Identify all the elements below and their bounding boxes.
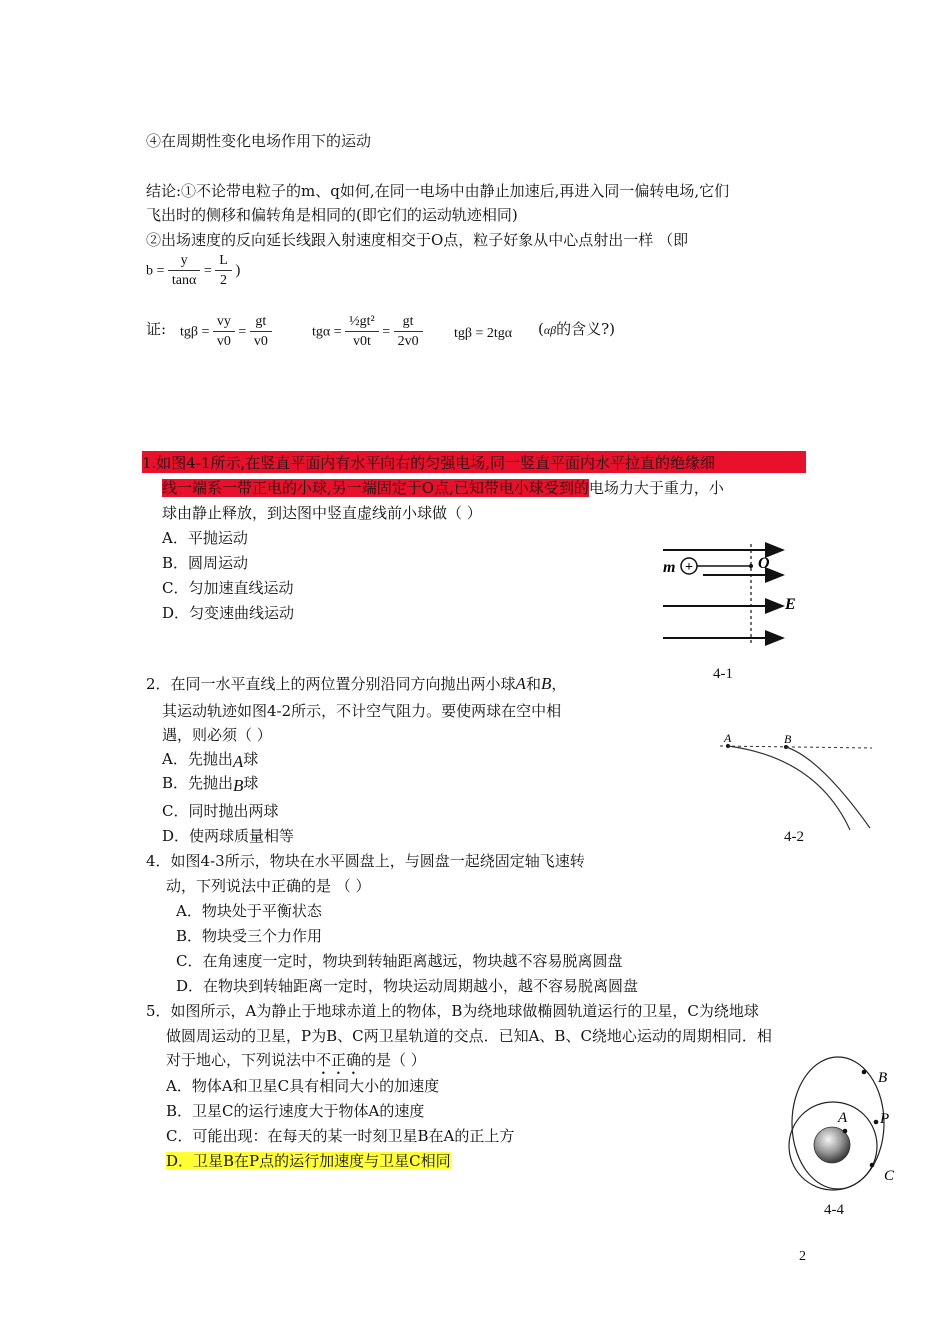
q1-option-d: D．匀变速曲线运动 <box>162 604 295 622</box>
label-b: B <box>878 1070 888 1086</box>
q1-line-3: 球由静止释放，到达图中竖直虚线前小球做（ ） <box>162 504 482 522</box>
q2-comma: ， <box>551 675 567 693</box>
b-frac-2-den: 2 <box>220 273 228 288</box>
q1-line-2-rest: 电场力大于重力，小 <box>588 479 724 497</box>
q2-opt-b-text: B．先抛出 <box>162 774 234 792</box>
q2-ball-b: B <box>540 674 552 693</box>
q2-option-a <box>162 748 258 769</box>
b-frac-2 <box>215 252 232 291</box>
label-o: O <box>758 555 770 572</box>
label-p: P <box>880 1111 890 1127</box>
q1-line-2-red: 线一端系一带正电的小球,另一端固定于O点,已知带电小球受到的 <box>162 479 589 497</box>
f1-lhs: tgβ = <box>180 324 210 340</box>
f1-frac-2 <box>250 313 272 352</box>
section-heading: ④在周期性变化电场作用下的运动 <box>146 132 372 150</box>
f1-frac-1 <box>213 313 235 352</box>
trajectory-b <box>786 747 870 828</box>
q4-option-d: D．在物块到转轴距离一定时，物块运动周期越小，越不容易脱离圆盘 <box>176 977 639 995</box>
f1-d1: v0 <box>216 334 231 349</box>
intersection-p <box>874 1120 879 1125</box>
b-eq: = <box>203 263 212 279</box>
b-frac-1-num: y <box>168 252 200 271</box>
b-formula <box>146 252 240 291</box>
f2-d2: 2v0 <box>397 334 419 349</box>
q2-ball-a: A <box>515 674 526 693</box>
f2-eq: = <box>382 324 391 340</box>
figure-4-1-label: 4-1 <box>713 666 733 682</box>
f2-d1: v0t <box>352 334 371 349</box>
q5-option-d <box>166 1150 451 1171</box>
conclusion-line-1: 结论:①不论带电粒子的m、q如何,在同一电场中由静止加速后,再进入同一偏转电场,它们 <box>146 182 730 200</box>
satellite-c <box>870 1163 875 1168</box>
trajectory-a <box>728 746 850 830</box>
q1-option-c: C．匀加速直线运动 <box>162 579 294 597</box>
label-m: m <box>663 559 676 576</box>
q5-line-2: 做圆周运动的卫星，P为B、C两卫星轨道的交点．已知A、B、C绕地心运动的周期相同．相 <box>166 1027 772 1045</box>
q5-line-1: 5．如图所示，A为静止于地球赤道上的物体，B为绕地球做椭圆轨道运行的卫星，C为绕地球 <box>146 1002 759 1020</box>
figure-4-4 <box>780 1052 910 1197</box>
label-a: A <box>838 1110 848 1126</box>
q4-option-b: B．物块受三个力作用 <box>176 927 323 945</box>
horizontal-dashed-line <box>720 746 872 748</box>
note-text: 的含义?) <box>556 320 616 338</box>
b-frac-2-num: L <box>215 252 232 271</box>
q4-line-1: 4．如图4-3所示，物块在水平圆盘上，与圆盘一起绕固定轴飞速转 <box>146 852 585 870</box>
proof-note <box>538 318 615 339</box>
q5-line-3 <box>166 1049 426 1078</box>
object-a <box>843 1129 848 1134</box>
f2-n2: gt <box>394 313 423 332</box>
f2-frac-1 <box>345 313 379 352</box>
label-e: E <box>785 596 796 613</box>
q1-line-2 <box>162 477 724 498</box>
q2-line-3: 遇，则必须（ ） <box>162 726 272 744</box>
label-b: B <box>784 732 792 746</box>
label-c: C <box>884 1168 895 1184</box>
q2-and: 和 <box>525 675 541 693</box>
svg-text:+: + <box>685 560 693 575</box>
q1-option-b: B．圆周运动 <box>162 554 249 572</box>
figure-4-2 <box>712 728 877 836</box>
q2-opt-a-text: A．先抛出 <box>162 750 233 768</box>
q5-emphasis: 不正确 <box>316 1051 362 1069</box>
satellite-b <box>862 1070 867 1075</box>
f1-n2: gt <box>250 313 272 332</box>
q4-line-2: 动，下列说法中正确的是 （ ） <box>166 877 371 895</box>
f2-frac-2 <box>394 313 423 352</box>
f1-n1: vy <box>213 313 235 332</box>
q1-line-1: 1.如图4-1所示,在竖直平面内有水平向右的匀强电场,同一竖直平面内水平拉直的绝缘细 <box>142 454 716 472</box>
f1-eq: = <box>238 324 247 340</box>
q4-option-c: C．在角速度一定时，物块到转轴距离越远，物块越不容易脱离圆盘 <box>176 952 623 970</box>
figure-4-2-label: 4-2 <box>784 829 804 845</box>
q2-option-c: C．同时抛出两球 <box>162 802 279 820</box>
q5-line-3-b: 的是（ ） <box>361 1051 426 1069</box>
proof-formula-2 <box>312 313 423 352</box>
proof-formula-1 <box>180 313 272 352</box>
label-a: A <box>724 731 732 745</box>
q2-line-1 <box>146 673 566 694</box>
f1-d2: v0 <box>253 334 268 349</box>
figure-4-1 <box>655 540 805 650</box>
q2-option-b <box>162 772 258 793</box>
q5-option-b: B．卫星C的运行速度大于物体A的速度 <box>166 1102 425 1120</box>
note-open: ( <box>538 320 544 338</box>
b-frac-1-den: tanα <box>171 273 197 288</box>
proof-label: 证: <box>146 320 167 338</box>
figure-4-4-label: 4-4 <box>824 1202 844 1218</box>
f2-lhs: tgα = <box>312 324 342 340</box>
q2-opt-b-ball: B <box>233 776 244 795</box>
b-close: ) <box>235 262 241 279</box>
q5-option-c: C．可能出现：在每天的某一时刻卫星B在A的正上方 <box>166 1127 515 1145</box>
q2-opt-a-suffix: 球 <box>243 750 259 768</box>
q1-option-a: A．平抛运动 <box>162 529 248 547</box>
q5-option-a: A．物体A和卫星C具有相同大小的加速度 <box>166 1077 440 1095</box>
b-lhs: b = <box>146 263 165 279</box>
q4-option-a: A．物块处于平衡状态 <box>176 902 322 920</box>
q2-line-2: 其运动轨迹如图4-2所示，不计空气阻力。要使两球在空中相 <box>162 702 562 720</box>
proof-formula-3: tgβ = 2tgα <box>454 326 513 341</box>
q5-option-d-highlight: D．卫星B在P点的运行加速度与卫星C相同 <box>166 1152 451 1170</box>
f2-n1: ½gt² <box>345 313 379 332</box>
q2-option-d: D．使两球质量相等 <box>162 827 295 845</box>
conclusion-line-2: 飞出时的侧移和偏转角是相同的(即它们的运动轨迹相同) <box>146 206 518 224</box>
b-frac-1 <box>168 252 200 291</box>
q2-opt-a-ball: A <box>232 752 244 771</box>
conclusion-line-3: ②出场速度的反向延长线跟入射速度相交于O点，粒子好象从中心点射出一样 （即 <box>146 231 689 249</box>
page-number: 2 <box>799 1249 806 1264</box>
q2-line-1-text: 2．在同一水平直线上的两位置分别沿同方向抛出两小球 <box>146 675 516 693</box>
note-sym: αβ <box>543 323 557 337</box>
q5-line-3-a: 对于地心，下列说法中 <box>166 1051 317 1069</box>
q2-opt-b-suffix: 球 <box>243 774 259 792</box>
